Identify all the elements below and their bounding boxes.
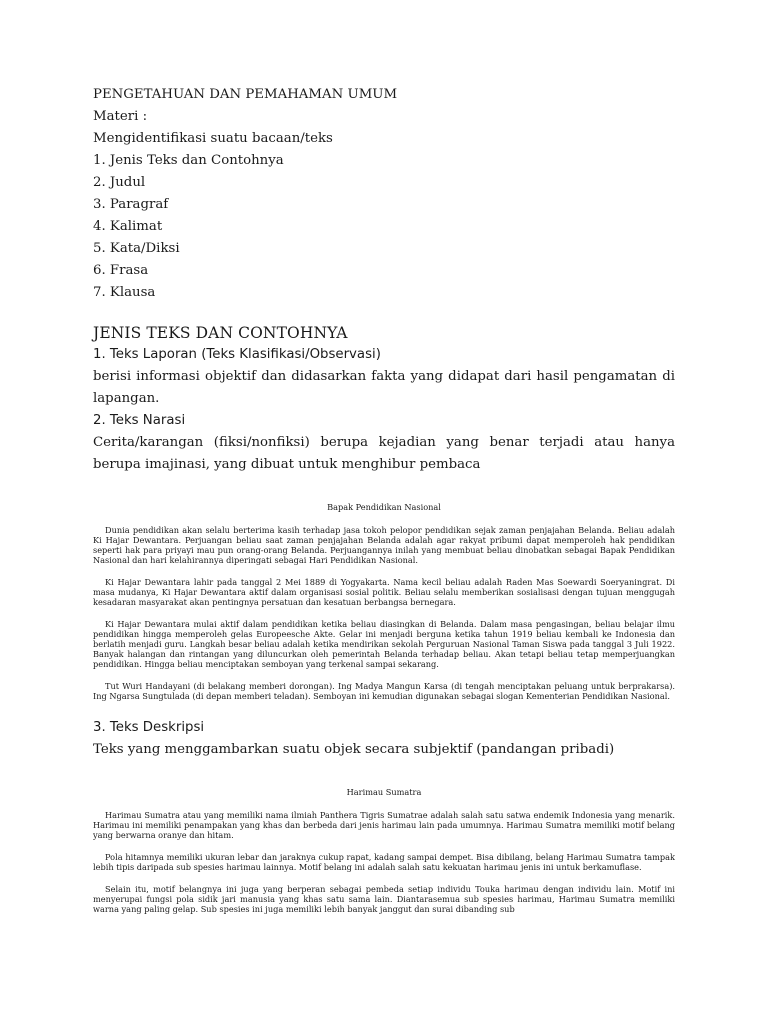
document-page	[93, 84, 675, 914]
list-item: 1. Jenis Teks dan Contohnya	[93, 153, 284, 168]
list-item: 2. Judul	[93, 175, 146, 190]
narasi-heading: 2. Teks Narasi	[93, 413, 186, 428]
laporan-heading: 1. Teks Laporan (Teks Klasifikasi/Observasi)	[93, 347, 381, 362]
deskripsi-example-title: Harimau Sumatra	[346, 787, 422, 797]
narasi-paragraph: Ki Hajar Dewantara mulai aktif dalam pendidikan ketika beliau diasingkan di Belanda. Dalam masa pengasingan, beliau belajar ilmu pendidikan hingga memperoleh gelas Europeesche Akte. Gelar ini menjadi berguna ketika tahun 1919 beliau kembali ke Indonesia dan berlatih menjadi guru. Langkah besar beliau adalah ketika mendirikan sekolah Perguruan Nasional Taman Siswa pada tanggal 3 Juli 1922. Banyak halangan dan rintangan yang diluncurkan oleh pemerintah Belanda terhadap beliau. Akan tetapi beliau tetap memperjuangkan pendidikan. Hingga beliau menciptakan semboyan yang terkenal sampai sekarang.	[93, 619, 675, 669]
list-item: 4. Kalimat	[93, 219, 163, 234]
deskripsi-heading: 3. Teks Deskripsi	[93, 720, 205, 735]
deskripsi-body: Teks yang menggambarkan suatu objek secara subjektif (pandangan pribadi)	[93, 742, 615, 757]
materi-description: Mengidentifikasi suatu bacaan/teks	[93, 131, 333, 146]
narasi-body: Cerita/karangan (fiksi/nonfiksi) berupa kejadian yang benar terjadi atau hanya berupa imajinasi, yang dibuat untuk menghibur pembaca	[93, 435, 675, 472]
list-item: 6. Frasa	[93, 263, 149, 278]
materi-label: Materi :	[93, 109, 148, 124]
narasi-paragraph: Tut Wuri Handayani (di belakang memberi dorongan). Ing Madya Mangun Karsa (di tengah menciptakan peluang untuk berprakarsa). Ing Ngarsa Sungtulada (di depan memberi teladan). Semboyan ini kemudian digunakan sebagai slogan Kementerian Pendidikan Nasional.	[93, 681, 675, 701]
deskripsi-paragraph: Selain itu, motif belangnya ini juga yang berperan sebagai pembeda setiap individu Touka harimau dengan individu lain. Motif ini menyerupai fungsi pola sidik jari manusia yang khas satu sama lain. Diantarasemua sub spesies harimau, Harimau Sumatra memiliki warna yang paling gelap. Sub spesies ini juga memiliki lebih banyak janggut dan surai dibanding sub	[93, 884, 675, 914]
section-heading: JENIS TEKS DAN CONTOHNYA	[93, 324, 348, 342]
list-item: 3. Paragraf	[93, 197, 169, 212]
narasi-example-title: Bapak Pendidikan Nasional	[327, 502, 441, 512]
document-title: PENGETAHUAN DAN PEMAHAMAN UMUM	[93, 87, 398, 102]
deskripsi-paragraph: Harimau Sumatra atau yang memiliki nama ilmiah Panthera Tigris Sumatrae adalah salah satu satwa endemik Indonesia yang menarik. Harimau ini memiliki penampakan yang khas dan berbeda dari jenis harimau lain pada umumnya. Harimau Sumatra memiliki motif belang yang berwarna oranye dan hitam.	[93, 810, 675, 840]
narasi-paragraph: Dunia pendidikan akan selalu berterima kasih terhadap jasa tokoh pelopor pendidikan sejak zaman penjajahan Belanda. Beliau adalah Ki Hajar Dewantara. Perjuangan beliau saat zaman penjajahan Belanda adalah agar rakyat pribumi dapat memperoleh hak pendidikan seperti hak para priyayi mau pun orang-orang Belanda. Perjuangannya inilah yang membuat beliau dinobatkan sebagai Bapak Pendidikan Nasional dan hari kelahirannya diperingati sebagai Hari Pendidikan Nasional.	[93, 525, 675, 565]
narasi-paragraph: Ki Hajar Dewantara lahir pada tanggal 2 Mei 1889 di Yogyakarta. Nama kecil beliau adalah Raden Mas Soewardi Soeryaningrat. Di masa mudanya, Ki Hajar Dewantara aktif dalam organisasi sosial politik. Beliau selalu memberikan sosialisasi dengan tujuan menggugah kesadaran masyarakat akan pentingnya persatuan dan kesatuan berbangsa bernegara.	[93, 577, 675, 607]
laporan-body: berisi informasi objektif dan didasarkan fakta yang didapat dari hasil pengamatan di lapangan.	[93, 369, 675, 406]
list-item: 5. Kata/Diksi	[93, 241, 180, 256]
list-item: 7. Klausa	[93, 285, 156, 300]
deskripsi-paragraph: Pola hitamnya memiliki ukuran lebar dan jaraknya cukup rapat, kadang sampai dempet. Bisa dibilang, belang Harimau Sumatra tampak lebih tipis daripada sub spesies harimau lainnya. Motif belang ini adalah salah satu kekuatan harimau jenis ini untuk berkamuflase.	[93, 852, 675, 872]
